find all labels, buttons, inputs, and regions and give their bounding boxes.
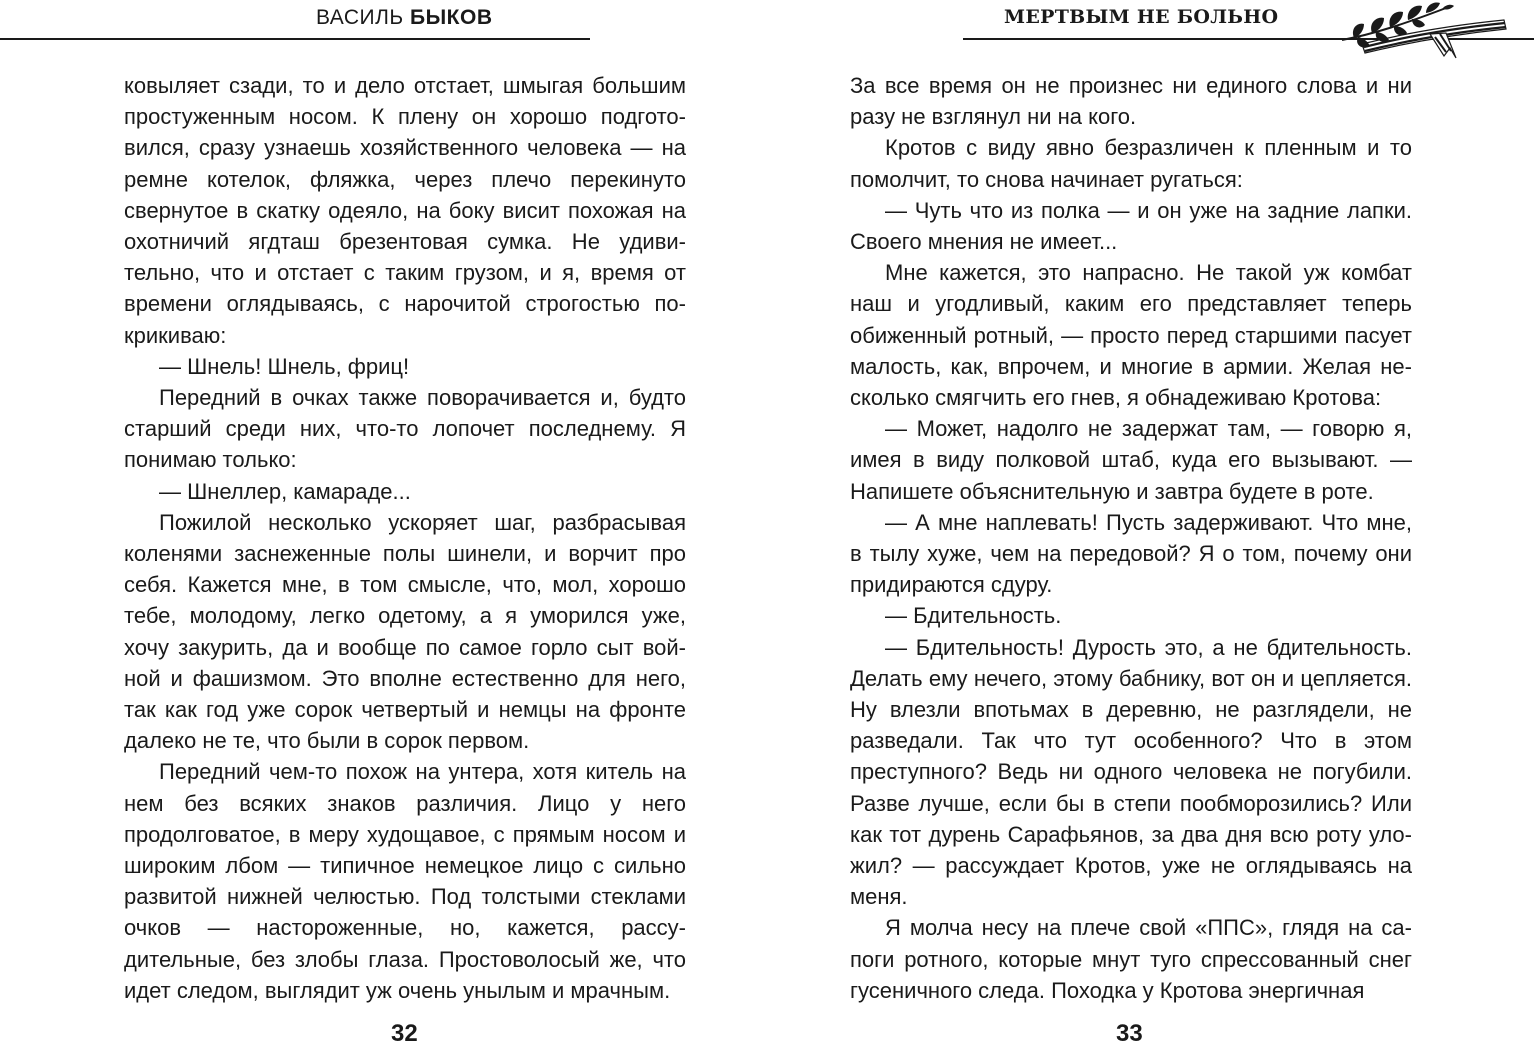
- page-number: 32: [391, 1020, 418, 1047]
- laurel-branch-ribbon-icon: [1334, 0, 1524, 64]
- paragraph: — Чуть что из полка — и он уже на задние лапки. Своего мнения не имеет...: [850, 197, 1412, 255]
- body-text: [850, 70, 1412, 1006]
- paragraph: Мне кажется, это напрасно. Не такой уж комбат наш и угодливый, каким его представляет теперь обиженный ротный, — просто перед старшими пасует малость, как, впрочем, и многие в армии. Желая несколько смягчить его гнев, я обнадеживаю Кротова:: [850, 260, 1412, 411]
- paragraph: Я молча несу на плече свой «ППС», глядя на сапоги ротного, которые мнут туго спрессованный снег гусеничного следа. Походка у Кротова энергичная: [850, 915, 1412, 1003]
- paragraph: Кротов с виду явно безразличен к пленным и то помолчит, то снова начинает ругаться:: [850, 135, 1412, 192]
- paragraph: ковыляет сзади, то и дело отстает, шмыгая большим простуженным носом. К плену он хорошо подготовился, сразу узнаешь хозяйственного человека — на ремне котелок, фляжка, через плечо перекинуто свернутое в скатку одеяло, на боку висит похожая на охотничий ягдташ брезентовая сумка. Не удивительно, что и отстает с таким грузом, и я, время от времени оглядываясь, с нарочитой строгостью покрикиваю:: [124, 73, 686, 348]
- running-head-author: [316, 6, 493, 30]
- paragraph: — Шнеллер, камараде...: [159, 478, 411, 504]
- paragraph: — Бдительность! Дурость это, а не бдительность. Делать ему нечего, этому бабнику, вот он и цепляется. Ну влезли впотьмах в деревню, не разглядели, не разведали. Так что тут особенного? Что в этом преступного? Ведь ни одного человека не погубили. Разве лучше, если бы в степи пообморозились? Или как тот дурень Сарафьянов, за два дня всю роту уложил? — рассуждает Кротов, уже не оглядываясь на меня.: [850, 634, 1412, 910]
- paragraph: — Может, надолго не задержат там, — говорю я, имея в виду полковой штаб, куда его вызывают. — Напишете объяснительную и завтра будете в роте.: [850, 416, 1412, 504]
- paragraph: Передний в очках также поворачивается и, будто старший среди них, что-то лопочет последнему. Я понимаю только:: [124, 385, 686, 473]
- paragraph: — Бдительность.: [885, 603, 1062, 629]
- body-text: [124, 70, 686, 1006]
- paragraph: — Шнель! Шнель, фриц!: [159, 353, 410, 379]
- author-last-name: БЫКОВ: [410, 6, 493, 29]
- page-number: 33: [1116, 1020, 1143, 1047]
- paragraph: Пожилой несколько ускоряет шаг, разбрасывая коленями заснеженные полы шинели, и ворчит про себя. Кажется мне, в том смысле, что, мол, хорошо тебе, молодому, легко одетому, а я уморился уже, хочу закурить, да и вообще по самое горло сыт войной и фашизмом. Это вполне естественно для него, так как год уже сорок четвертый и немцы на фронте далеко не те, что были в сорок первом.: [124, 509, 686, 754]
- running-head-title: МЕРТВЫМ НЕ БОЛЬНО: [1004, 6, 1279, 28]
- paragraph: — А мне наплевать! Пусть задерживают. Что мне, в тылу хуже, чем на передовой? Я о том, почему они придираются сдуру.: [850, 509, 1412, 598]
- right-page: [767, 0, 1534, 1047]
- paragraph: Передний чем-то похож на унтера, хотя китель на нем без всяких знаков различия. Лицо у него продолговатое, в меру худощавое, с прямым носом и широким лбом — типичное немецкое лицо с сильно развитой нижней челюстью. Под толстыми стеклами очков — настороженные, но, кажется, рассудительные, без злобы глаза. Простоволосый же, что идет следом, выглядит уж очень унылым и мрачным.: [124, 759, 686, 1003]
- left-page: [0, 0, 767, 1047]
- header-rule: [0, 38, 590, 40]
- author-first-name: ВАСИЛЬ: [316, 6, 404, 29]
- paragraph: За все время он не произнес ни единого слова и ни разу не взглянул ни на кого.: [850, 73, 1412, 130]
